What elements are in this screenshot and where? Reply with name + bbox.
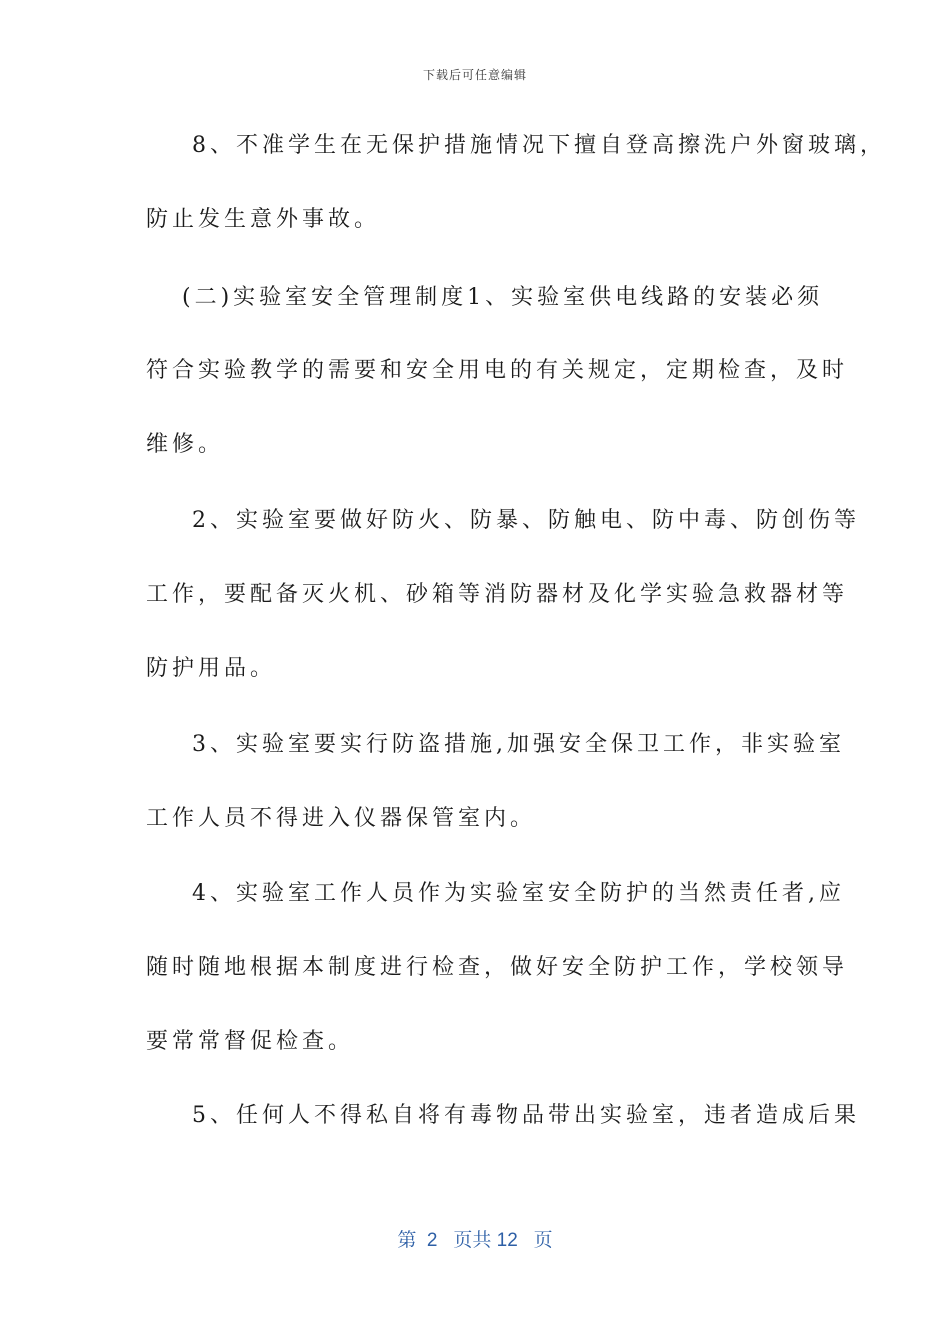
text-line: 工作人员不得进入仪器保管室内。 bbox=[146, 806, 537, 831]
text-line: 8、不准学生在无保护措施情况下擅自登高擦洗户外窗玻璃， bbox=[192, 133, 886, 158]
text-line: 工作，要配备灭火机、砂箱等消防器材及化学实验急救器材等 bbox=[146, 582, 849, 607]
text-line: (二)实验室安全管理制度1、实验室供电线路的安装必须 bbox=[182, 285, 824, 310]
text-line: 2、实验室要做好防火、防暴、防触电、防中毒、防创伤等 bbox=[192, 508, 860, 533]
total-pages: 12 bbox=[496, 1230, 518, 1251]
text-line: 5、任何人不得私自将有毒物品带出实验室，违者造成后果 bbox=[192, 1103, 860, 1128]
text-line: 3、实验室要实行防盗措施,加强安全保卫工作，非实验室 bbox=[192, 732, 845, 757]
text-line: 维修。 bbox=[146, 432, 225, 457]
page-middle: 页共 bbox=[453, 1230, 492, 1251]
text-line: 随时随地根据本制度进行检查，做好安全防护工作，学校领导 bbox=[146, 955, 849, 980]
page-suffix: 页 bbox=[533, 1230, 553, 1251]
page-footer bbox=[0, 1225, 950, 1252]
text-line: 4、实验室工作人员作为实验室安全防护的当然责任者,应 bbox=[192, 881, 845, 906]
text-line: 要常常督促检查。 bbox=[146, 1029, 355, 1054]
page-prefix: 第 bbox=[397, 1230, 417, 1251]
text-line: 防护用品。 bbox=[146, 656, 277, 681]
page-header: 下载后可任意编辑 bbox=[422, 68, 527, 82]
page-number: 2 bbox=[426, 1230, 438, 1251]
text-line: 符合实验教学的需要和安全用电的有关规定，定期检查，及时 bbox=[146, 358, 849, 383]
text-line: 防止发生意外事故。 bbox=[146, 207, 381, 232]
